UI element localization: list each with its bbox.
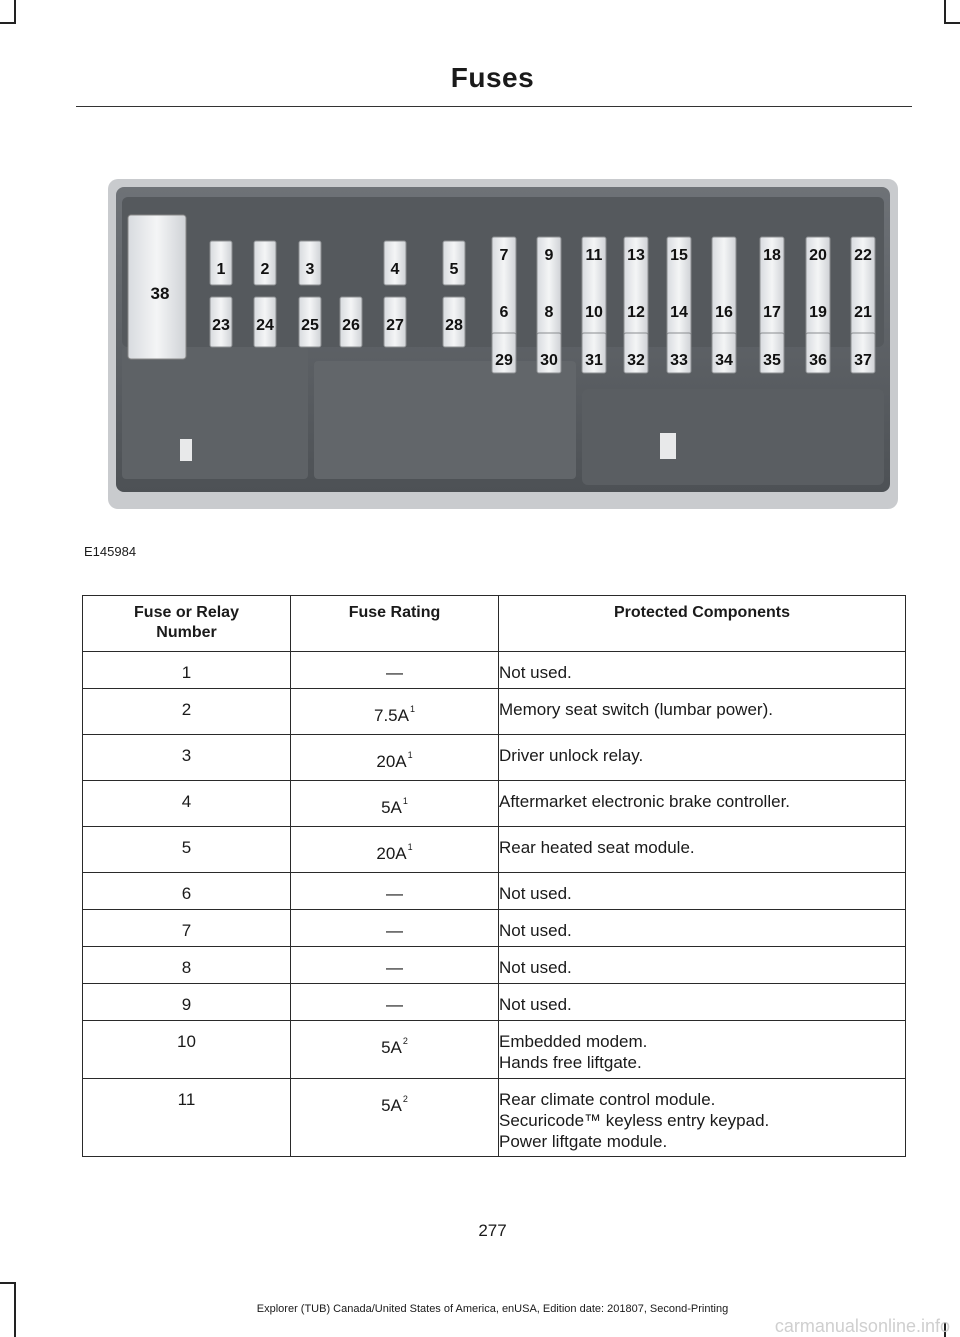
footer-edition-info: Explorer (TUB) Canada/United States of America, enUSA, Edition date: 201807, Second-Printing <box>256 1303 729 1315</box>
footnote-marker: 1 <box>407 750 413 760</box>
fuse-rating-value: 7.5A <box>374 706 409 725</box>
fuse-number-cell: 4 <box>83 781 291 827</box>
table-row <box>83 947 906 984</box>
fuse-label: 1 <box>216 261 226 278</box>
component-line: Not used. <box>499 663 572 682</box>
fuse-label: 10 <box>585 304 603 321</box>
component-line: Driver unlock relay. <box>499 746 644 765</box>
protected-components-cell <box>499 827 906 873</box>
table-row <box>83 873 906 910</box>
fuse-label: 25 <box>301 317 319 334</box>
fuse-table <box>82 595 906 1157</box>
fuse-label: 30 <box>540 352 558 369</box>
table-row <box>83 689 906 735</box>
fuse-rating-value: 5A <box>381 1096 402 1115</box>
fuse-rating-cell <box>291 735 499 781</box>
crop-mark <box>944 0 946 22</box>
figure-id: E145984 <box>84 544 137 559</box>
fuse-label: 24 <box>256 317 274 334</box>
fuse-label: 12 <box>627 304 645 321</box>
component-line: Memory seat switch (lumbar power). <box>499 700 773 719</box>
table-row <box>83 910 906 947</box>
protected-components-cell <box>499 689 906 735</box>
protected-components-cell <box>499 781 906 827</box>
fuse-number-cell: 10 <box>83 1021 291 1079</box>
protected-components-cell <box>499 873 906 910</box>
fuse-rating-cell <box>291 873 499 910</box>
fuse-label: 3 <box>305 261 315 278</box>
component-line: Rear climate control module. <box>499 1090 716 1109</box>
fuse <box>712 237 736 347</box>
fuse-rating-cell <box>291 910 499 947</box>
protected-components-cell <box>499 1021 906 1079</box>
table-row <box>83 1021 906 1079</box>
fuse-label: 16 <box>715 304 733 321</box>
fuse-label: 13 <box>627 247 645 264</box>
fuse-rating-value: — <box>386 958 403 977</box>
fuse-rating-cell <box>291 1079 499 1157</box>
table-row <box>83 652 906 689</box>
column-header-components: Protected Components <box>499 596 906 652</box>
table-header-row <box>83 596 906 652</box>
footnote-marker: 1 <box>409 704 415 714</box>
component-line: Embedded modem. <box>499 1032 648 1051</box>
fuse-number-cell: 5 <box>83 827 291 873</box>
fuse-rating-cell <box>291 827 499 873</box>
fuse-number-cell: 1 <box>83 652 291 689</box>
protected-components-cell <box>499 910 906 947</box>
table-row <box>83 735 906 781</box>
fuse-label: 4 <box>390 261 400 278</box>
fuse-label: 27 <box>386 317 404 334</box>
protected-components-cell <box>499 984 906 1021</box>
column-header-number: Fuse or Relay Number <box>83 596 291 652</box>
crop-mark <box>944 22 960 24</box>
fuse-label: 5 <box>449 261 459 278</box>
fuse-label: 38 <box>150 284 170 303</box>
footnote-marker: 2 <box>402 1036 408 1046</box>
fuse-label: 26 <box>342 317 360 334</box>
fuse-rating-cell <box>291 947 499 984</box>
component-line: Securicode™ keyless entry keypad. <box>499 1111 770 1130</box>
fuse-label: 23 <box>212 317 230 334</box>
component-line: Power liftgate module. <box>499 1132 668 1151</box>
fuse-label: 21 <box>854 304 872 321</box>
fuse-rating-cell <box>291 984 499 1021</box>
component-line: Not used. <box>499 958 572 977</box>
component-line: Not used. <box>499 995 572 1014</box>
fuse-rating-value: — <box>386 663 403 682</box>
protected-components-cell <box>499 652 906 689</box>
fuse-label: 17 <box>763 304 781 321</box>
fuse-label: 31 <box>585 352 603 369</box>
table-row <box>83 984 906 1021</box>
fuse-label: 19 <box>809 304 827 321</box>
page-number: 277 <box>478 1221 507 1240</box>
fuse-number-cell: 2 <box>83 689 291 735</box>
fuse-rating-cell <box>291 652 499 689</box>
fuse-label: 33 <box>670 352 688 369</box>
header-divider <box>76 106 912 107</box>
fuse-label: 2 <box>260 261 270 278</box>
fuse-number-cell: 11 <box>83 1079 291 1157</box>
page-title: Fuses <box>450 62 535 93</box>
fuse-label: 6 <box>499 304 509 321</box>
fuse-rating-value: 5A <box>381 1038 402 1057</box>
fuse-label: 37 <box>854 352 872 369</box>
fuse-rating-value: — <box>386 884 403 903</box>
fuse-rating-value: 5A <box>381 798 402 817</box>
fuse-label: 29 <box>495 352 513 369</box>
fuse-rating-cell <box>291 689 499 735</box>
fuse-label: 7 <box>499 247 509 264</box>
footnote-marker: 1 <box>402 796 408 806</box>
fuse-rating-value: — <box>386 921 403 940</box>
component-line: Not used. <box>499 884 572 903</box>
column-header-rating: Fuse Rating <box>291 596 499 652</box>
fuse-rating-value: 20A <box>376 752 407 771</box>
footnote-marker: 1 <box>407 842 413 852</box>
fuse-label: 22 <box>854 247 872 264</box>
fuse-label: 18 <box>763 247 781 264</box>
protected-components-cell <box>499 735 906 781</box>
fuse-rating-value: 20A <box>376 844 407 863</box>
protected-components-cell <box>499 947 906 984</box>
fuse-label: 36 <box>809 352 827 369</box>
fuse-label: 11 <box>585 247 603 264</box>
table-row <box>83 827 906 873</box>
table-row <box>83 1079 906 1157</box>
fuse-number-cell: 9 <box>83 984 291 1021</box>
fuse-rating-cell <box>291 781 499 827</box>
crop-mark <box>0 1282 16 1284</box>
fuse-panel-diagram <box>108 175 898 515</box>
fuse-rating-value: — <box>386 995 403 1014</box>
crop-mark <box>0 22 16 24</box>
fuse-number-cell: 6 <box>83 873 291 910</box>
component-line: Not used. <box>499 921 572 940</box>
fuse-label: 14 <box>670 304 688 321</box>
fuse-label: 20 <box>809 247 827 264</box>
watermark: carmanualsonline.info <box>774 1316 950 1336</box>
fuse-number-cell: 8 <box>83 947 291 984</box>
component-line: Aftermarket electronic brake controller. <box>499 792 791 811</box>
component-line: Hands free liftgate. <box>499 1053 642 1072</box>
fuse-label: 15 <box>670 247 688 264</box>
component-line: Rear heated seat module. <box>499 838 695 857</box>
fuse-label: 8 <box>544 304 554 321</box>
protected-components-cell <box>499 1079 906 1157</box>
fuse-label: 32 <box>627 352 645 369</box>
fuse-number-cell: 3 <box>83 735 291 781</box>
fuse-label: 9 <box>544 247 554 264</box>
fuse-label: 35 <box>763 352 781 369</box>
footnote-marker: 2 <box>402 1094 408 1104</box>
table-row <box>83 781 906 827</box>
fuse-label: 28 <box>445 317 463 334</box>
crop-mark <box>14 0 16 22</box>
fuse-label: 34 <box>715 352 733 369</box>
fuse-rating-cell <box>291 1021 499 1079</box>
fuse-number-cell: 7 <box>83 910 291 947</box>
